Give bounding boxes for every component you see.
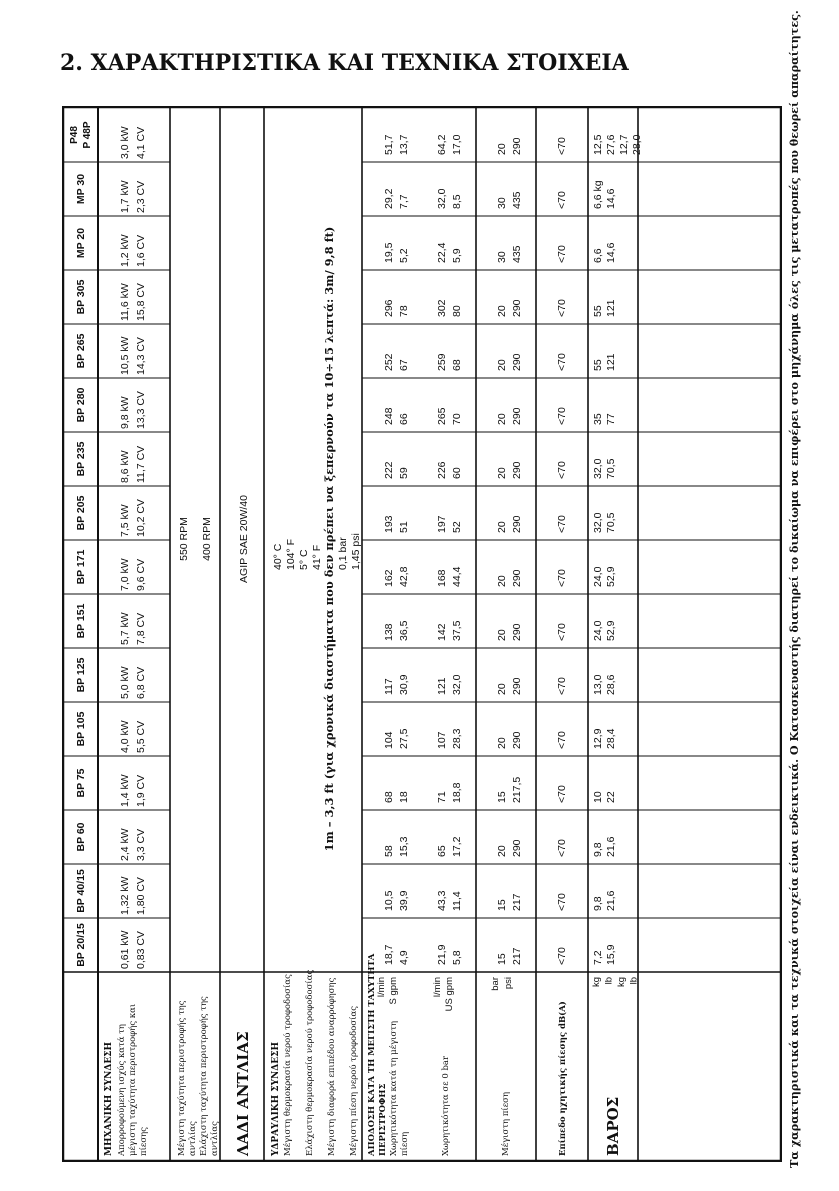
flow-zero-lmin-5: 121: [436, 677, 448, 695]
noise-value-2: <70: [556, 839, 568, 857]
flow-zero-lmin-1: 43,3: [436, 890, 448, 911]
pressure-psi-3: 217,5: [511, 776, 523, 803]
pressure-bar-9: 20: [496, 467, 508, 479]
power-cv-1: 1,80 CV: [135, 877, 147, 915]
flow-zero-gpm-0: 5,8: [451, 950, 463, 965]
flow-max-gpm-10: 66: [398, 413, 410, 425]
power-cv-4: 5,5 CV: [135, 720, 147, 753]
weight-unit-1: lb: [603, 977, 615, 985]
flow-max-gpm-12: 78: [398, 305, 410, 317]
flow-zero-gpm-7: 44,4: [451, 566, 463, 587]
weight-value-6-1: 52,9: [605, 620, 617, 641]
power-kw-7: 7,0 kW: [119, 558, 131, 591]
noise-value-10: <70: [556, 407, 568, 425]
noise-value-9: <70: [556, 461, 568, 479]
flow-zero-gpm-6: 37,5: [451, 620, 463, 641]
noise-value-14: <70: [556, 191, 568, 209]
weight-value-8-0: 32,0: [592, 512, 604, 533]
power-kw-10: 9,8 kW: [119, 396, 131, 429]
flow-zero-label: Χωρητικότητα σε 0 bar: [441, 1055, 451, 1156]
flow-header: ΠΕΡΙΣΤΡΟΦΗΣ: [378, 1083, 388, 1156]
weight-value-8-1: 70,5: [605, 512, 617, 533]
weight-value-1-0: 9,8: [592, 896, 604, 911]
model-header-13: MP 20: [75, 227, 87, 259]
pressure-psi-5: 290: [511, 677, 523, 695]
hydraulic-value-2: 5° C: [298, 549, 310, 570]
noise-label: Επίπεδο ηχητικής πίεσης dB(A): [558, 1001, 568, 1156]
flow-max-gpm-5: 30,9: [398, 674, 410, 695]
power-cv-10: 13,3 CV: [135, 391, 147, 429]
flow-max-gpm-4: 27,5: [398, 728, 410, 749]
model-header-14: MP 30: [75, 173, 87, 205]
speed-max-value: 550 RPM: [178, 517, 190, 561]
noise-value-7: <70: [556, 569, 568, 587]
noise-value-6: <70: [556, 623, 568, 641]
noise-value-3: <70: [556, 785, 568, 803]
power-kw-0: 0,61 kW: [119, 930, 131, 969]
power-cv-8: 10,2 CV: [135, 499, 147, 537]
pressure-bar-5: 20: [496, 683, 508, 695]
flow-max-label: πίεση: [400, 1131, 410, 1156]
flow-max-gpm-0: 4,9: [398, 950, 410, 965]
pressure-psi-13: 435: [511, 245, 523, 263]
model-header-5: BP 125: [75, 657, 87, 693]
pressure-bar-1: 15: [496, 899, 508, 911]
flow-zero-lmin-9: 226: [436, 461, 448, 479]
flow-zero-lmin-10: 265: [436, 407, 448, 425]
pressure-bar-11: 20: [496, 359, 508, 371]
hydraulic-suction-value: 1m – 3,3 ft (για χρονικά διαστήματα που δεν πρέπει να ξεπερνούν τα 10÷15 λεπτά: 3m/ 9,8 ft): [322, 226, 336, 852]
noise-value-12: <70: [556, 299, 568, 317]
pressure-bar-4: 20: [496, 737, 508, 749]
flow-zero-lmin-8: 197: [436, 515, 448, 533]
flow-max-gpm-15: 13,7: [398, 134, 410, 155]
flow-zero-gpm-15: 17,0: [451, 134, 463, 155]
power-cv-2: 3,3 CV: [135, 828, 147, 861]
model-header-1: BP 40/15: [75, 869, 87, 913]
model-header-2: BP 60: [75, 822, 87, 852]
pressure-psi-15: 290: [511, 137, 523, 155]
power-kw-8: 7,5 kW: [119, 504, 131, 537]
weight-value-5-0: 13,0: [592, 674, 604, 695]
power-kw-11: 10,5 kW: [119, 336, 131, 375]
flow-zero-lmin-0: 21,9: [436, 944, 448, 965]
weight-value-13-0: 6,6: [592, 248, 604, 263]
flow-zero-gpm-14: 8,5: [451, 194, 463, 209]
hydraulic-line-0: Μέγιστη θερμοκρασία νερού τροφοδοσίας: [283, 974, 293, 1156]
power-kw-13: 1,2 kW: [119, 234, 131, 267]
flow-max-lmin-11: 252: [383, 353, 395, 371]
weight-value-0-0: 7,2: [592, 950, 604, 965]
flow-zero-lmin-2: 65: [436, 845, 448, 857]
flow-max-lmin-14: 29,2: [383, 188, 395, 209]
weight-value-6-0: 24,0: [592, 620, 604, 641]
hydraulic-line-1: Ελάχιστη θερμοκρασία νερού τροφοδοσίας: [305, 969, 315, 1156]
flow-max-lmin-0: 18,7: [383, 944, 395, 965]
noise-value-4: <70: [556, 731, 568, 749]
pressure-bar-12: 20: [496, 305, 508, 317]
model-header-12: BP 305: [75, 279, 87, 315]
flow-zero-gpm-8: 52: [451, 521, 463, 533]
flow-zero-lmin-12: 302: [436, 299, 448, 317]
oil-value: AGIP SAE 20W/40: [238, 495, 250, 583]
flow-zero-gpm-1: 11,4: [451, 891, 463, 911]
flow-zero-gpm-2: 17,2: [451, 836, 463, 857]
flow-zero-lmin-3: 71: [436, 791, 448, 803]
hydraulic-value-0: 40° C: [272, 543, 284, 570]
flow-zero-gpm-5: 32,0: [451, 674, 463, 695]
flow-zero-lmin-13: 22,4: [436, 242, 448, 263]
flow-max-lmin-8: 193: [383, 515, 395, 533]
flow-zero-lmin-14: 32,0: [436, 188, 448, 209]
flow-zero-gpm-13: 5,9: [451, 248, 463, 263]
noise-value-8: <70: [556, 515, 568, 533]
flow-zero-lmin-7: 168: [436, 569, 448, 587]
pressure-bar-2: 20: [496, 845, 508, 857]
power-kw-2: 2,4 kW: [119, 828, 131, 861]
flow-zero-gpm-9: 60: [451, 467, 463, 479]
flow-max-lmin-4: 104: [383, 731, 395, 749]
weight-value-10-0: 35: [592, 413, 604, 425]
weight-value-7-0: 24,0: [592, 566, 604, 587]
flow-max-gpm-14: 7,7: [398, 194, 410, 209]
flow-max-lmin-9: 222: [383, 461, 395, 479]
hydraulic-value-1: 104° F: [285, 538, 297, 570]
flow-max-lmin-12: 296: [383, 299, 395, 317]
model-header-11: BP 265: [75, 333, 87, 369]
power-kw-15: 3,0 kW: [119, 126, 131, 159]
flow-zero-lmin-6: 142: [436, 623, 448, 641]
flow-max-gpm-8: 51: [398, 521, 410, 533]
noise-value-15: <70: [556, 137, 568, 155]
weight-label: ΒΑΡΟΣ: [604, 1096, 622, 1156]
weight-value-10-1: 77: [605, 413, 617, 425]
page-title: 2. ΧΑΡΑΚΤΗΡΙΣΤΙΚΑ ΚΑΙ ΤΕΧΝΙΚΑ ΣΤΟΙΧΕΙΑ: [60, 50, 629, 76]
pressure-unit-psi: psi: [503, 977, 514, 990]
flow-zero-unit-gpm: US gpm: [444, 977, 455, 1012]
flow-zero-lmin-15: 64,2: [436, 134, 448, 155]
pressure-psi-4: 290: [511, 731, 523, 749]
flow-zero-gpm-10: 70: [451, 413, 463, 425]
power-kw-14: 1,7 kW: [119, 180, 131, 213]
flow-zero-gpm-11: 68: [451, 359, 463, 371]
power-cv-15: 4,1 CV: [135, 126, 147, 159]
power-kw-5: 5,0 kW: [119, 666, 131, 699]
pressure-psi-6: 290: [511, 623, 523, 641]
power-kw-9: 8,6 kW: [119, 450, 131, 483]
speed-max-label: Μέγιστη ταχύτητα περιστροφής της: [177, 1000, 187, 1156]
spec-table: [62, 106, 782, 1162]
model-header-4: BP 105: [75, 711, 87, 747]
flow-max-gpm-3: 18: [398, 791, 410, 803]
model-header-6: BP 151: [75, 603, 87, 639]
pressure-psi-1: 217: [511, 893, 523, 911]
flow-max-lmin-13: 19,5: [383, 242, 395, 263]
model-header-9: BP 235: [75, 441, 87, 477]
flow-max-lmin-7: 162: [383, 569, 395, 587]
power-kw-4: 4,0 kW: [119, 720, 131, 753]
power-cv-0: 0,83 CV: [135, 931, 147, 969]
oil-label: ΛΑΔΙ ΑΝΤΛΙΑΣ: [234, 1031, 252, 1156]
pressure-bar-6: 20: [496, 629, 508, 641]
pressure-bar-14: 30: [496, 197, 508, 209]
weight-unit-0: kg: [591, 977, 602, 988]
weight-value-1-1: 21,6: [605, 890, 617, 911]
hydraulic-value-6: 1,45 psi: [350, 533, 362, 570]
weight-value-5-1: 28,6: [605, 674, 617, 695]
flow-zero-lmin-4: 107: [436, 731, 448, 749]
pressure-bar-13: 30: [496, 251, 508, 263]
mechanical-text: πίεσης: [139, 1127, 149, 1156]
weight-value-2-0: 9,8: [592, 842, 604, 857]
speed-max-label: αντλίας: [188, 1121, 198, 1156]
weight-value-15-0: 12,5: [592, 134, 604, 155]
mechanical-text: μέγιστη ταχύτητα περιστροφής και: [128, 1003, 138, 1156]
pressure-bar-0: 15: [496, 953, 508, 965]
mechanical-header: ΜΗΧΑΝΙΚΗ ΣΥΝΔΕΣΗ: [104, 1041, 114, 1156]
flow-max-lmin-15: 51,7: [383, 134, 395, 155]
weight-unit-2: kg: [616, 977, 627, 988]
pressure-psi-2: 290: [511, 839, 523, 857]
flow-zero-gpm-3: 18,8: [451, 782, 463, 803]
mechanical-text: Απορροφούμενη ισχύς κατά τη: [117, 1024, 127, 1156]
weight-value-9-0: 32,0: [592, 458, 604, 479]
noise-value-1: <70: [556, 893, 568, 911]
pressure-bar-3: 15: [496, 791, 508, 803]
weight-value-14-0: 6,6 kg: [592, 180, 604, 209]
weight-value-0-1: 15,9: [605, 944, 617, 965]
flow-header: ΑΠΟΔΟΣΗ ΚΑΤΑ ΤΗ ΜΕΓΙΣΤΗ ΤΑΧΥΤΗΤΑ: [367, 953, 377, 1156]
hydraulic-line-3: Μέγιστη πίεση νερού τροφοδοσίας: [349, 1005, 359, 1156]
flow-max-lmin-2: 58: [383, 845, 395, 857]
speed-min-label: Ελάχιστη ταχύτητα περιστροφής της: [199, 996, 209, 1156]
model-header-7: BP 171: [75, 549, 87, 585]
weight-value-12-0: 55: [592, 305, 604, 317]
pressure-psi-10: 290: [511, 407, 523, 425]
pressure-psi-8: 290: [511, 515, 523, 533]
weight-value-4-0: 12,9: [592, 728, 604, 749]
weight-value-13-1: 14,6: [605, 242, 617, 263]
weight-value-11-0: 55: [592, 359, 604, 371]
flow-max-gpm-6: 36,5: [398, 620, 410, 641]
power-cv-13: 1,6 CV: [135, 234, 147, 267]
spec-table-container: [62, 106, 782, 1162]
noise-value-0: <70: [556, 947, 568, 965]
power-cv-11: 14,3 CV: [135, 337, 147, 375]
pressure-bar-7: 20: [496, 575, 508, 587]
pressure-psi-7: 290: [511, 569, 523, 587]
noise-value-11: <70: [556, 353, 568, 371]
hydraulic-line-2: Μέγιστη διαφορά επιπέδου αναρρόφησης: [327, 977, 337, 1156]
power-kw-1: 1,32 kW: [119, 876, 131, 915]
weight-value-12-1: 121: [605, 299, 617, 317]
pressure-label: Μέγιστη πίεση: [501, 1091, 511, 1156]
weight-value-15-1: 27,6: [605, 134, 617, 155]
flow-max-gpm-11: 67: [398, 359, 410, 371]
power-cv-7: 9,6 CV: [135, 558, 147, 591]
weight-value-15-2: 12,7: [618, 134, 630, 155]
pressure-psi-0: 217: [511, 947, 523, 965]
speed-min-value: 400 RPM: [201, 517, 213, 561]
power-cv-14: 2,3 CV: [135, 180, 147, 213]
noise-value-13: <70: [556, 245, 568, 263]
flow-max-lmin-1: 10,5: [383, 890, 395, 911]
pressure-psi-9: 290: [511, 461, 523, 479]
power-cv-6: 7,8 CV: [135, 612, 147, 645]
pressure-unit-bar: bar: [490, 977, 501, 991]
noise-value-5: <70: [556, 677, 568, 695]
pressure-bar-10: 20: [496, 413, 508, 425]
model-header-3: BP 75: [75, 768, 87, 798]
weight-value-9-1: 70,5: [605, 458, 617, 479]
flow-max-label: Χωρητικότητα κατά τη μέγιστη: [389, 1020, 399, 1156]
model-header-15-line2: P 48P: [82, 121, 93, 149]
weight-value-15-3: 28,0: [631, 134, 643, 155]
pressure-psi-12: 290: [511, 299, 523, 317]
flow-zero-gpm-4: 28,3: [451, 728, 463, 749]
flow-max-lmin-5: 117: [383, 678, 395, 695]
flow-max-unit-gpm: S gpm: [388, 977, 399, 1005]
power-kw-12: 11,6 kW: [119, 283, 131, 321]
model-header-15: P48: [69, 126, 80, 144]
hydraulic-value-5: 0,1 bar: [337, 537, 349, 570]
flow-max-lmin-3: 68: [383, 791, 395, 803]
weight-value-2-1: 21,6: [605, 836, 617, 857]
flow-max-gpm-9: 59: [398, 467, 410, 479]
pressure-psi-11: 290: [511, 353, 523, 371]
speed-min-label: αντλίας: [210, 1121, 220, 1156]
flow-max-gpm-1: 39,9: [398, 890, 410, 911]
pressure-bar-15: 20: [496, 143, 508, 155]
weight-value-14-1: 14,6: [605, 188, 617, 209]
model-header-10: BP 280: [75, 387, 87, 423]
flow-max-unit-lmin: l/min: [376, 977, 387, 998]
power-kw-3: 1,4 kW: [119, 774, 131, 807]
power-cv-12: 15,8 CV: [135, 283, 147, 321]
flow-max-gpm-2: 15,3: [398, 836, 410, 857]
weight-value-3-1: 22: [605, 791, 617, 803]
weight-value-7-1: 52,9: [605, 566, 617, 587]
flow-zero-lmin-11: 259: [436, 353, 448, 371]
model-header-8: BP 205: [75, 495, 87, 531]
flow-max-lmin-6: 138: [383, 623, 395, 641]
power-cv-5: 6,8 CV: [135, 666, 147, 699]
flow-zero-gpm-12: 80: [451, 305, 463, 317]
footnote: Τα χαρακτηριστικά και τα τεχνικά στοιχεία είναι ενδεικτικά. Ο Κατασκευαστής διατηρεί το δικαίωμα να επιφέρει στο μηχάνημα όλες τις μετατροπές που θεωρεί απαραίτητες.: [787, 10, 801, 1168]
power-cv-3: 1,9 CV: [135, 774, 147, 807]
pressure-bar-8: 20: [496, 521, 508, 533]
pressure-psi-14: 435: [511, 191, 523, 209]
flow-max-lmin-10: 248: [383, 407, 395, 425]
model-header-0: BP 20/15: [75, 923, 87, 967]
hydraulic-header: ΥΔΡΑΥΛΙΚΗ ΣΥΝΔΕΣΗ: [271, 1042, 281, 1156]
flow-max-gpm-7: 42,8: [398, 566, 410, 587]
hydraulic-value-3: 41° F: [311, 544, 323, 570]
power-cv-9: 11,7 CV: [135, 445, 147, 483]
weight-value-4-1: 28,4: [605, 728, 617, 749]
flow-zero-unit-lmin: l/min: [432, 977, 443, 998]
weight-unit-3: lb: [628, 977, 640, 985]
flow-max-gpm-13: 5,2: [398, 248, 410, 263]
power-kw-6: 5,7 kW: [119, 612, 131, 645]
weight-value-11-1: 121: [605, 353, 617, 371]
weight-value-3-0: 10: [592, 791, 604, 803]
